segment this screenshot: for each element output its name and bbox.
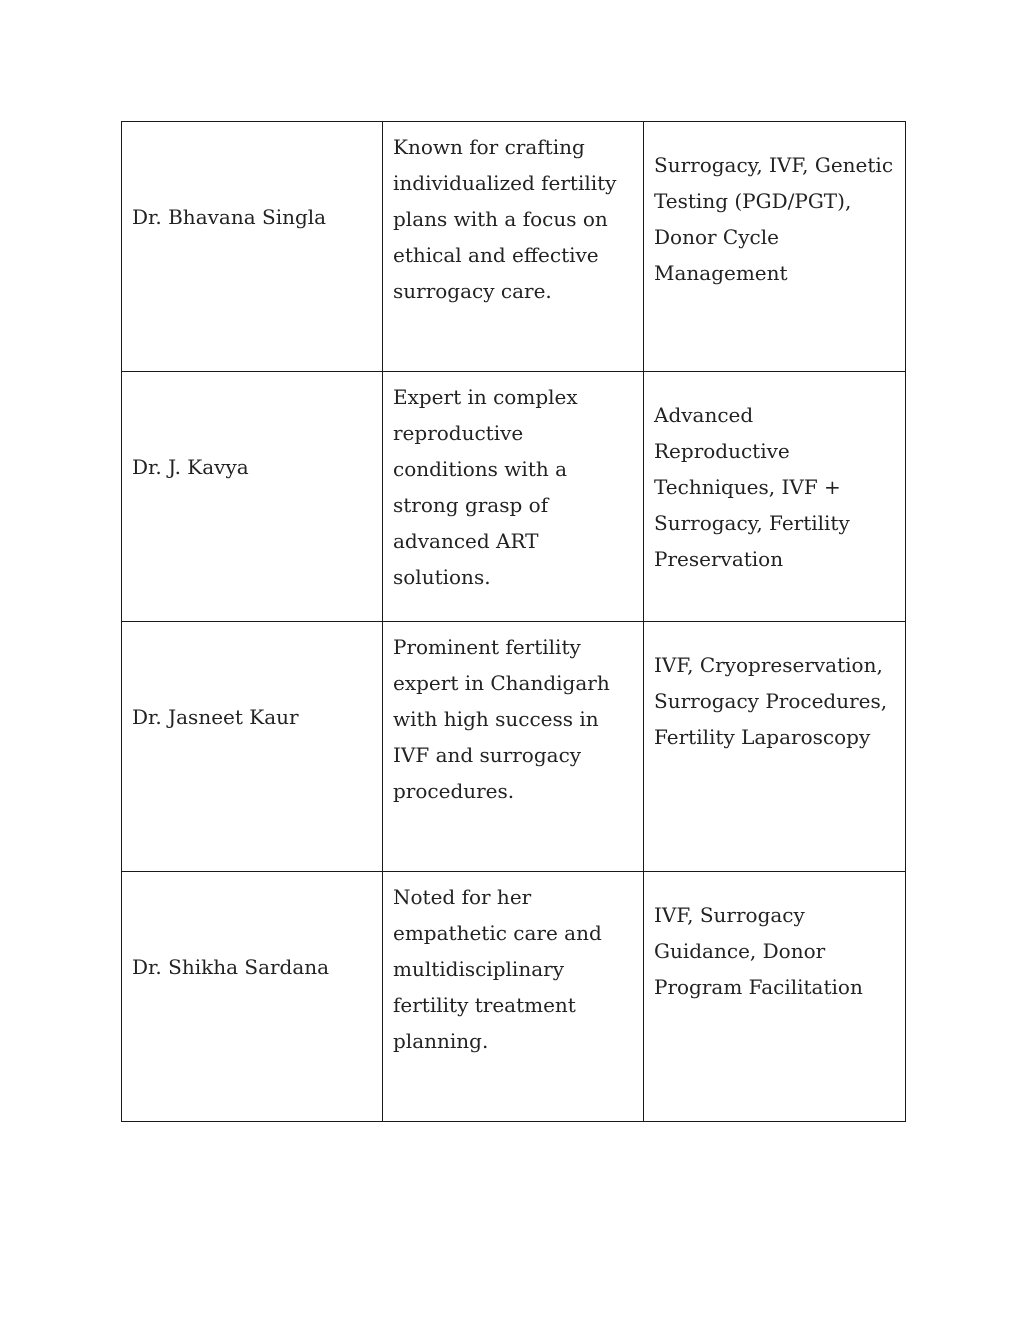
doctor-specialties-cell	[644, 872, 906, 1122]
doctor-name-cell	[122, 872, 383, 1122]
doctor-description-cell	[383, 872, 644, 1122]
doctor-name-cell	[122, 622, 383, 872]
doctor-name: Dr. J. Kavya	[132, 455, 249, 479]
doctor-name: Dr. Jasneet Kaur	[132, 705, 299, 729]
doctor-description-cell	[383, 122, 644, 372]
doctor-specialties: IVF, Surrogacy Guidance, Donor Program Facilitation	[654, 903, 863, 999]
table-row	[122, 622, 906, 872]
doctors-table	[121, 121, 906, 1122]
doctor-specialties-cell	[644, 372, 906, 622]
doctor-name: Dr. Shikha Sardana	[132, 955, 330, 979]
doctor-specialties: Surrogacy, IVF, Genetic Testing (PGD/PGT), Donor Cycle Management	[654, 153, 894, 285]
doctor-description: Known for crafting individualized fertility plans with a focus on ethical and effective surrogacy care.	[393, 135, 617, 303]
doctor-specialties: Advanced Reproductive Techniques, IVF + Surrogacy, Fertility Preservation	[654, 403, 850, 571]
doctor-specialties: IVF, Cryopreservation, Surrogacy Procedures, Fertility Laparoscopy	[654, 653, 888, 749]
doctor-name-cell	[122, 122, 383, 372]
doctor-specialties-cell	[644, 622, 906, 872]
doctor-description: Prominent fertility expert in Chandigarh with high success in IVF and surrogacy procedures.	[393, 635, 610, 803]
table-row	[122, 872, 906, 1122]
doctor-description-cell	[383, 622, 644, 872]
doctor-specialties-cell	[644, 122, 906, 372]
doctor-description: Noted for her empathetic care and multidisciplinary fertility treatment planning.	[393, 885, 602, 1053]
doctor-description: Expert in complex reproductive conditions with a strong grasp of advanced ART solutions.	[393, 385, 578, 589]
doctor-name: Dr. Bhavana Singla	[132, 205, 327, 229]
table-row	[122, 372, 906, 622]
doctor-description-cell	[383, 372, 644, 622]
table-row	[122, 122, 906, 372]
doctor-name-cell	[122, 372, 383, 622]
